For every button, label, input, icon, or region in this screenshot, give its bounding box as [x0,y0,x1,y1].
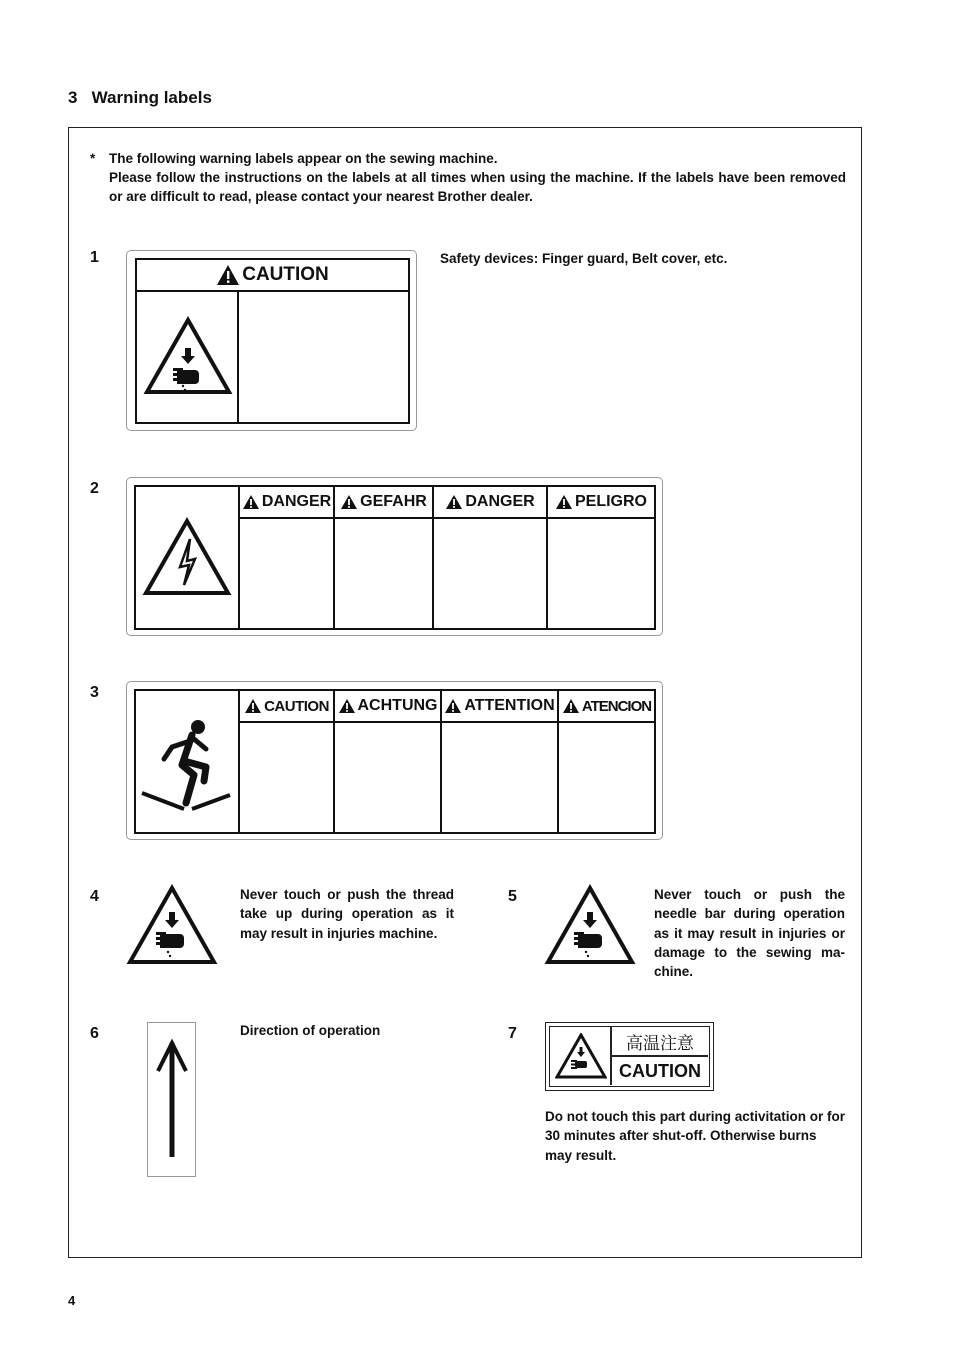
label1-header-text: CAUTION [242,264,329,285]
label7-header: CAUTION [619,1060,701,1081]
label2-header-2 [335,487,432,517]
label3-header-4 [559,691,654,721]
label5-description: Never touch or push the needle bar during operation as it may result in injuries or damage to the sewing ma-chine. [654,887,845,980]
item-number-2: 2 [90,480,99,497]
direction-label [147,1022,196,1177]
warning-triangle-icon [445,494,463,510]
warning-triangle-icon [244,698,262,714]
hand-crush-triangle-icon [126,884,218,966]
item-number-4: 4 [90,888,99,905]
label2-header-text: GEFAHR [360,493,427,510]
label3-header-2 [335,691,440,721]
hand-crush-triangle-icon [143,316,233,396]
caution-label-finger [126,250,417,431]
section-heading: 3 Warning labels [68,88,212,107]
intro-line-2: Please follow the instructions on the labels at all times when using the machine. If the labels have been removed or are difficult to read, please contact your nearest Brother dealer. [109,170,846,204]
label3-header-text: ATTENTION [464,697,555,714]
intro-note [90,149,846,206]
danger-label-electric [126,477,663,636]
label2-header-text: DANGER [261,493,332,510]
label2-header-text: DANGER [465,493,535,510]
warning-triangle-icon [338,698,356,714]
item-number-6: 6 [90,1025,99,1042]
label7-description: Do not touch this part during activitation or for 30 minutes after shut-off. Otherwise burns may result. [545,1109,845,1163]
page-number: 4 [68,1293,76,1308]
label2-header-4 [548,487,654,517]
label2-header-3 [434,487,546,517]
label1-description: Safety devices: Finger guard, Belt cover, etc. [440,251,728,266]
label7-header-jp: 高温注意 [626,1033,694,1053]
label1-header [137,260,408,292]
label2-header-1 [240,487,333,517]
label3-header-1 [240,691,333,721]
warning-triangle-icon [444,698,462,714]
intro-line-1: The following warning labels appear on the sewing machine. [109,151,498,166]
hand-crush-triangle-icon [555,1033,607,1079]
electric-shock-triangle-icon [142,517,232,597]
warning-triangle-icon [340,494,358,510]
warning-triangle-icon [562,698,580,714]
warning-triangle-icon [555,494,573,510]
item-number-5: 5 [508,888,517,905]
asterisk: * [90,151,96,166]
item-number-3: 3 [90,684,99,701]
warning-triangle-icon [242,494,260,510]
caution-label-fall [126,681,663,840]
hot-surface-caution-label [545,1022,714,1091]
label3-header-text: ACHTUNG [357,697,438,714]
label2-header-text: PELIGRO [574,493,647,510]
arrow-up-icon [154,1037,190,1161]
falling-person-icon [140,719,236,815]
item-number-1: 1 [90,249,99,266]
item-number-7: 7 [508,1025,517,1042]
label3-header-text: ATENCION [581,697,652,715]
label6-description: Direction of operation [240,1023,381,1038]
warning-triangle-icon [216,264,240,286]
label3-header-3 [442,691,557,721]
hand-crush-triangle-icon [544,884,636,966]
label4-description: Never touch or push the thread take up during operation as it may result in injuries machine. [240,887,454,941]
label3-header-text: CAUTION [264,697,329,715]
